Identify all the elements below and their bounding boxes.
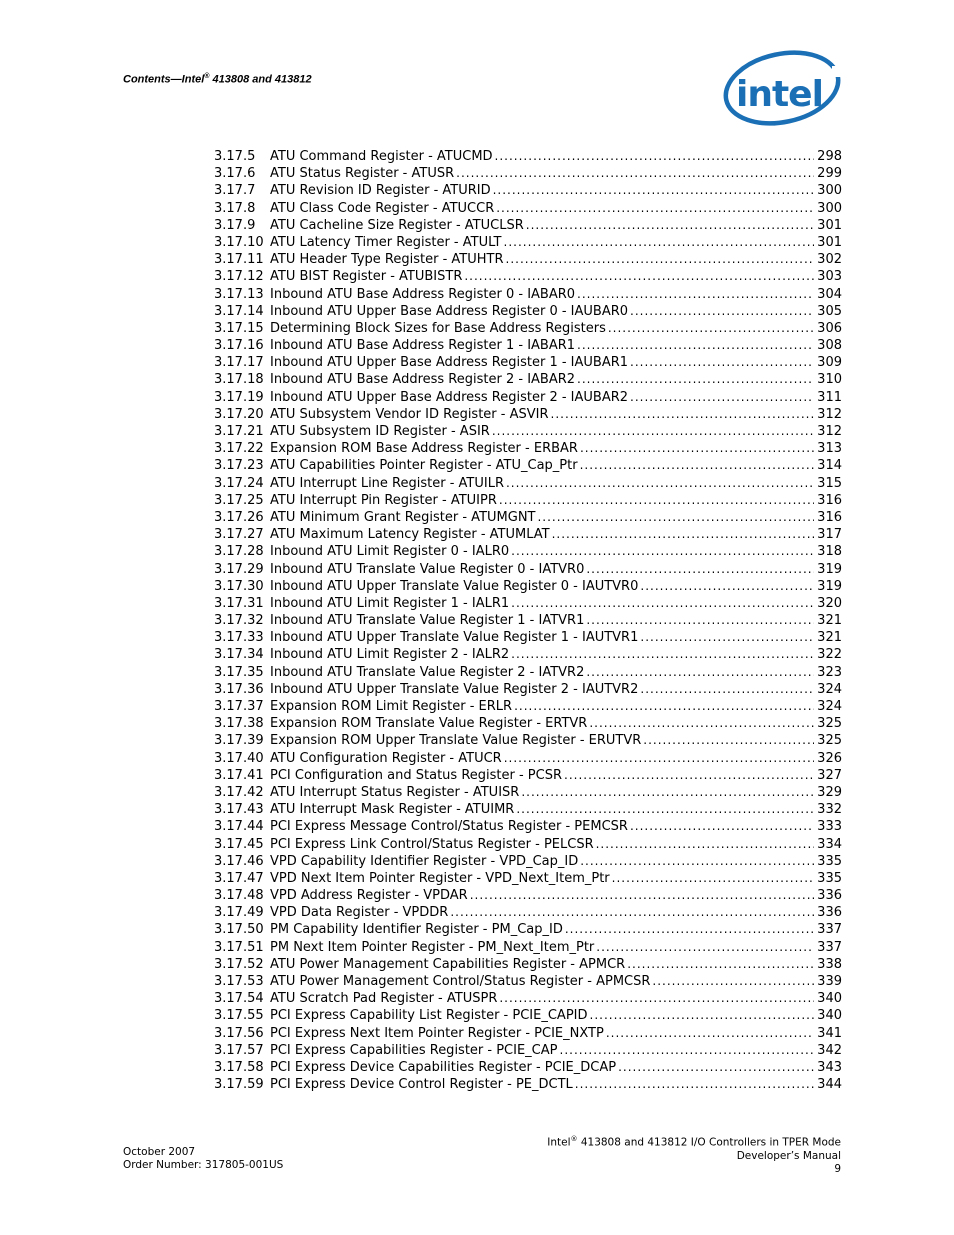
- toc-entry-title: ATU Configuration Register - ATUCR: [270, 750, 502, 766]
- footer-date: October 2007: [123, 1146, 196, 1158]
- toc-entry[interactable]: [214, 1042, 842, 1059]
- toc-entry-number: 3.17.48: [214, 888, 264, 904]
- header-title-suffix: 413808 and 413812: [209, 73, 312, 86]
- toc-entry[interactable]: [214, 371, 842, 388]
- registered-mark: ®: [570, 1135, 578, 1143]
- toc-entry-title: Inbound ATU Base Address Register 2 - IABAR2: [270, 372, 576, 388]
- toc-entry-number: 3.17.9: [214, 217, 256, 233]
- toc-entry-title: PCI Configuration and Status Register - PCSR: [270, 767, 563, 783]
- toc-entry-title: VPD Address Register - VPDAR: [270, 888, 468, 904]
- toc-entry-page: 304: [817, 286, 842, 302]
- toc-entry-title: ATU Power Management Control/Status Register - APMCSR: [270, 974, 651, 989]
- toc-entry-page: 335: [817, 870, 842, 886]
- toc-entry-title: ATU Class Code Register - ATUCCR: [270, 200, 495, 216]
- toc-entry-page: 299: [817, 166, 842, 182]
- toc-entry-title: VPD Data Register - VPDDR: [270, 905, 449, 921]
- toc-entry-page: 335: [817, 853, 842, 869]
- toc-entry-page: 320: [817, 595, 842, 611]
- toc-leader-dots: [640, 629, 814, 646]
- toc-entry-number: 3.17.37: [214, 699, 264, 714]
- toc-entry-page: 332: [817, 802, 842, 818]
- toc-entry[interactable]: [214, 1007, 842, 1024]
- toc-leader-dots: [551, 406, 815, 423]
- toc-entry-number: 3.17.14: [214, 303, 264, 319]
- toc-leader-dots: [492, 423, 814, 440]
- toc-leader-dots: [511, 646, 814, 663]
- toc-leader-dots: [590, 1007, 815, 1024]
- toc-entry[interactable]: [214, 990, 842, 1007]
- toc-leader-dots: [565, 921, 814, 938]
- toc-leader-dots: [552, 526, 815, 543]
- toc-entry-title: Inbound ATU Upper Translate Value Register 0 - IAUTVR0: [270, 578, 639, 594]
- toc-entry-title: PCI Express Message Control/Status Register - PEMCSR: [270, 819, 628, 835]
- toc-entry-title: ATU Interrupt Mask Register - ATUIMR: [270, 802, 515, 818]
- toc-entry-page: 340: [817, 1008, 842, 1024]
- toc-entry-page: 303: [817, 269, 842, 285]
- toc-entry-title: Inbound ATU Upper Base Address Register 2 - IAUBAR2: [270, 389, 629, 405]
- toc-entry-number: 3.17.49: [214, 905, 264, 921]
- toc-entry-number: 3.17.25: [214, 492, 264, 508]
- toc-entry-title: ATU Latency Timer Register - ATULT: [270, 234, 502, 250]
- toc-entry-number: 3.17.58: [214, 1059, 264, 1075]
- toc-entry-title: ATU Header Type Register - ATUHTR: [270, 252, 504, 268]
- toc-entry-page: 301: [817, 217, 842, 233]
- toc-entry[interactable]: [214, 165, 842, 182]
- toc-entry-title: PCI Express Device Capabilities Register - PCIE_DCAP: [270, 1059, 617, 1075]
- toc-entry-page: 316: [817, 492, 842, 508]
- footer-product-suffix: 413808 and 413812 I/O Controllers in TPER Mode: [577, 1136, 841, 1149]
- toc-entry[interactable]: [214, 836, 842, 853]
- toc-leader-dots: [470, 887, 814, 904]
- toc-entry-page: 318: [817, 544, 842, 560]
- toc-entry-number: 3.17.24: [214, 475, 264, 491]
- toc-leader-dots: [511, 543, 814, 560]
- toc-entry-title: Determining Block Sizes for Base Address Registers: [270, 320, 606, 336]
- toc-entry[interactable]: [214, 200, 842, 217]
- toc-leader-dots: [537, 509, 814, 526]
- toc-entry-title: Inbound ATU Base Address Register 1 - IABAR1: [270, 338, 576, 354]
- toc-entry[interactable]: [214, 767, 842, 784]
- toc-entry-number: 3.17.26: [214, 509, 264, 525]
- toc-entry-number: 3.17.39: [214, 733, 264, 749]
- toc-entry-number: 3.17.55: [214, 1008, 264, 1024]
- toc-entry-title: Inbound ATU Upper Translate Value Register 2 - IAUTVR2: [270, 681, 639, 697]
- toc-entry-page: 324: [817, 681, 842, 697]
- toc-entry[interactable]: [214, 629, 842, 646]
- toc-leader-dots: [612, 870, 815, 887]
- toc-entry-page: 344: [817, 1077, 842, 1093]
- toc-entry-number: 3.17.10: [214, 234, 264, 250]
- toc-entry[interactable]: [214, 715, 842, 732]
- toc-entry-number: 3.17.28: [214, 544, 264, 560]
- toc-entry-title: ATU Maximum Latency Register - ATUMLAT: [270, 527, 550, 543]
- toc-entry[interactable]: [214, 681, 842, 698]
- toc-entry-number: 3.17.46: [214, 853, 264, 869]
- toc-entry-title: ATU Subsystem ID Register - ASIR: [270, 424, 490, 439]
- toc-entry-title: ATU Interrupt Line Register - ATUILR: [270, 475, 504, 491]
- toc-entry[interactable]: [214, 475, 842, 492]
- toc-entry-number: 3.17.27: [214, 527, 264, 543]
- toc-entry[interactable]: [214, 973, 842, 990]
- toc-entry-page: 302: [817, 252, 842, 268]
- toc-leader-dots: [586, 561, 814, 578]
- toc-leader-dots: [521, 784, 814, 801]
- toc-entry[interactable]: [214, 818, 842, 835]
- toc-entry[interactable]: [214, 750, 842, 767]
- toc-entry-page: 300: [817, 200, 842, 216]
- toc-entry[interactable]: [214, 664, 842, 681]
- toc-entry-title: PM Next Item Pointer Register - PM_Next_Item_Ptr: [270, 939, 595, 955]
- toc-entry-page: 316: [817, 509, 842, 525]
- toc-entry-page: 321: [817, 613, 842, 629]
- toc-leader-dots: [493, 182, 815, 199]
- toc-leader-dots: [506, 475, 814, 492]
- toc-leader-dots: [504, 750, 814, 767]
- toc-entry-number: 3.17.17: [214, 355, 264, 371]
- toc-entry-page: 340: [817, 991, 842, 1007]
- toc-entry-number: 3.17.6: [214, 166, 256, 182]
- toc-entry[interactable]: [214, 457, 842, 474]
- toc-entry-number: 3.17.33: [214, 630, 264, 646]
- toc-entry-number: 3.17.22: [214, 441, 264, 457]
- toc-entry-title: ATU BIST Register - ATUBISTR: [270, 269, 463, 285]
- toc-entry-title: ATU Scratch Pad Register - ATUSPR: [270, 991, 498, 1007]
- toc-leader-dots: [496, 200, 814, 217]
- toc-entry-number: 3.17.31: [214, 595, 264, 611]
- toc-entry-title: Inbound ATU Base Address Register 0 - IABAR0: [270, 286, 576, 302]
- toc-entry[interactable]: [214, 234, 842, 251]
- footer-product-prefix: Intel: [547, 1136, 571, 1149]
- toc-entry-title: PM Capability Identifier Register - PM_Cap_ID: [270, 922, 563, 938]
- toc-entry-title: ATU Capabilities Pointer Register - ATU_Cap_Ptr: [270, 458, 578, 474]
- toc-entry-number: 3.17.47: [214, 870, 264, 886]
- toc-entry-title: PCI Express Link Control/Status Register - PELCSR: [270, 836, 594, 852]
- toc-entry-number: 3.17.30: [214, 578, 264, 594]
- toc-entry[interactable]: [214, 853, 842, 870]
- footer-manual: Developer’s Manual: [736, 1149, 841, 1162]
- toc-leader-dots: [580, 853, 814, 870]
- toc-entry[interactable]: [214, 612, 842, 629]
- toc-leader-dots: [630, 303, 814, 320]
- toc-entry-page: 306: [817, 320, 842, 336]
- toc-entry[interactable]: [214, 1076, 842, 1093]
- toc-entry[interactable]: [214, 320, 842, 337]
- toc-entry-title: Inbound ATU Limit Register 0 - IALR0: [270, 544, 510, 560]
- toc-entry-page: 313: [817, 441, 842, 457]
- toc-entry-number: 3.17.38: [214, 716, 264, 732]
- toc-entry-page: 333: [817, 819, 842, 835]
- toc-entry-title: Inbound ATU Translate Value Register 2 - IATVR2: [270, 664, 585, 680]
- toc-leader-dots: [608, 320, 814, 337]
- toc-entry-number: 3.17.52: [214, 956, 264, 972]
- toc-entry-title: VPD Capability Identifier Register - VPD_Cap_ID: [270, 853, 579, 869]
- toc-leader-dots: [577, 286, 814, 303]
- toc-entry-page: 336: [817, 905, 842, 921]
- toc-entry[interactable]: [214, 492, 842, 509]
- toc-entry-title: ATU Interrupt Status Register - ATUISR: [270, 784, 520, 800]
- toc-entry[interactable]: [214, 337, 842, 354]
- toc-entry[interactable]: [214, 801, 842, 818]
- toc-entry-title: Expansion ROM Upper Translate Value Register - ERUTVR: [270, 733, 642, 749]
- toc-entry-page: 314: [817, 458, 842, 474]
- toc-entry-number: 3.17.41: [214, 767, 264, 783]
- toc-entry[interactable]: [214, 1025, 842, 1042]
- toc-entry-page: 305: [817, 303, 842, 319]
- toc-entry-title: ATU Interrupt Pin Register - ATUIPR: [270, 492, 497, 508]
- toc-entry-number: 3.17.5: [214, 149, 256, 164]
- toc-entry[interactable]: [214, 509, 842, 526]
- toc-leader-dots: [586, 612, 814, 629]
- toc-entry[interactable]: [214, 921, 842, 938]
- toc-entry-page: 325: [817, 716, 842, 732]
- toc-leader-dots: [499, 492, 814, 509]
- toc-entry-page: 322: [817, 647, 842, 663]
- toc-entry-page: 323: [817, 664, 842, 680]
- toc-entry-page: 337: [817, 922, 842, 938]
- toc-entry-title: ATU Subsystem Vendor ID Register - ASVIR: [270, 406, 549, 422]
- toc-leader-dots: [586, 664, 814, 681]
- toc-entry[interactable]: [214, 887, 842, 904]
- toc-leader-dots: [511, 595, 814, 612]
- toc-entry[interactable]: [214, 251, 842, 268]
- toc-leader-dots: [504, 234, 815, 251]
- toc-entry[interactable]: [214, 595, 842, 612]
- toc-entry-number: 3.17.54: [214, 991, 264, 1007]
- toc-leader-dots: [577, 371, 814, 388]
- toc-entry-title: ATU Cacheline Size Register - ATUCLSR: [270, 217, 524, 233]
- toc-entry[interactable]: [214, 870, 842, 887]
- toc-entry-page: 334: [817, 836, 842, 852]
- toc-entry[interactable]: [214, 784, 842, 801]
- toc-entry-page: 343: [817, 1059, 842, 1075]
- toc-entry-page: 310: [817, 372, 842, 388]
- toc-entry[interactable]: [214, 904, 842, 921]
- toc-entry[interactable]: [214, 543, 842, 560]
- toc-entry-title: Inbound ATU Limit Register 1 - IALR1: [270, 595, 510, 611]
- toc-entry-title: Expansion ROM Limit Register - ERLR: [270, 699, 513, 714]
- intel-logo-text: intel: [736, 74, 823, 115]
- toc-leader-dots: [630, 818, 814, 835]
- toc-entry-number: 3.17.23: [214, 458, 264, 474]
- toc-entry-page: 311: [817, 389, 842, 405]
- toc-entry-title: PCI Express Device Control Register - PE_DCTL: [270, 1077, 573, 1093]
- footer-left: [123, 1146, 283, 1172]
- footer-right: [547, 1133, 841, 1176]
- toc-entry-title: ATU Status Register - ATUSR: [270, 166, 455, 182]
- toc-entry-page: 298: [817, 149, 842, 164]
- toc-entry-title: ATU Revision ID Register - ATURID: [270, 183, 491, 199]
- toc-entry-title: Inbound ATU Upper Base Address Register 1 - IAUBAR1: [270, 355, 629, 371]
- toc-entry[interactable]: [214, 578, 842, 595]
- toc-entry-number: 3.17.20: [214, 406, 264, 422]
- toc-entry-page: 300: [817, 183, 842, 199]
- footer-order-number: Order Number: 317805-001US: [123, 1159, 284, 1171]
- toc-leader-dots: [499, 990, 814, 1007]
- toc-entry-number: 3.17.21: [214, 424, 264, 439]
- toc-entry-number: 3.17.57: [214, 1042, 264, 1058]
- toc-entry[interactable]: [214, 406, 842, 423]
- toc-entry[interactable]: [214, 646, 842, 663]
- toc-entry-number: 3.17.11: [214, 252, 264, 268]
- toc-entry[interactable]: [214, 217, 842, 234]
- toc-entry-number: 3.17.53: [214, 974, 264, 989]
- footer-product: [547, 1133, 841, 1150]
- toc-entry-page: 336: [817, 888, 842, 904]
- toc-entry-page: 309: [817, 355, 842, 371]
- toc-leader-dots: [516, 801, 814, 818]
- toc-leader-dots: [580, 457, 815, 474]
- toc-entry[interactable]: [214, 939, 842, 956]
- toc-entry-number: 3.17.8: [214, 200, 256, 216]
- toc-entry-number: 3.17.45: [214, 836, 264, 852]
- toc-entry-number: 3.17.35: [214, 664, 264, 680]
- toc-entry[interactable]: [214, 268, 842, 285]
- toc-entry-number: 3.17.51: [214, 939, 264, 955]
- toc-leader-dots: [526, 217, 814, 234]
- toc-entry-number: 3.17.32: [214, 613, 264, 629]
- toc-entry-number: 3.17.13: [214, 286, 264, 302]
- toc-entry-number: 3.17.50: [214, 922, 264, 938]
- toc-entry-page: 301: [817, 234, 842, 250]
- toc-entry-title: Inbound ATU Translate Value Register 1 - IATVR1: [270, 613, 585, 629]
- toc-leader-dots: [575, 1076, 814, 1093]
- toc-entry-title: ATU Command Register - ATUCMD: [270, 149, 493, 164]
- toc-leader-dots: [630, 354, 814, 371]
- toc-entry-title: ATU Power Management Capabilities Register - APMCR: [270, 956, 626, 972]
- header-title-prefix: Contents—Intel: [123, 73, 205, 86]
- toc-leader-dots: [456, 165, 814, 182]
- toc-entry[interactable]: [214, 182, 842, 199]
- toc-entry-title: PCI Express Next Item Pointer Register - PCIE_NXTP: [270, 1025, 604, 1041]
- toc-entry-title: PCI Express Capabilities Register - PCIE_CAP: [270, 1042, 558, 1058]
- toc-entry-title: Inbound ATU Upper Translate Value Register 1 - IAUTVR1: [270, 630, 639, 646]
- toc-entry-number: 3.17.36: [214, 681, 264, 697]
- toc-entry[interactable]: [214, 389, 842, 406]
- toc-entry[interactable]: [214, 956, 842, 973]
- toc-leader-dots: [560, 1042, 815, 1059]
- toc-entry-number: 3.17.44: [214, 819, 264, 835]
- toc-entry-page: 319: [817, 561, 842, 577]
- toc-entry-page: 341: [817, 1025, 842, 1041]
- toc-leader-dots: [580, 440, 814, 457]
- toc-entry-number: 3.17.43: [214, 802, 264, 818]
- toc-entry-page: 337: [817, 939, 842, 955]
- toc-entry-title: Inbound ATU Translate Value Register 0 - IATVR0: [270, 561, 585, 577]
- toc-entry[interactable]: [214, 440, 842, 457]
- toc-leader-dots: [514, 698, 814, 715]
- toc-leader-dots: [564, 767, 814, 784]
- toc-entry[interactable]: [214, 354, 842, 371]
- toc-leader-dots: [618, 1059, 814, 1076]
- toc-entry[interactable]: [214, 1059, 842, 1076]
- toc-entry-page: 308: [817, 338, 842, 354]
- toc-entry-title: Expansion ROM Base Address Register - ERBAR: [270, 441, 578, 457]
- toc-leader-dots: [630, 389, 814, 406]
- toc-entry-title: ATU Minimum Grant Register - ATUMGNT: [270, 509, 536, 525]
- toc-entry-number: 3.17.16: [214, 338, 264, 354]
- intel-logo: [722, 48, 844, 128]
- toc-leader-dots: [577, 337, 814, 354]
- toc-leader-dots: [627, 956, 814, 973]
- toc-entry-number: 3.17.59: [214, 1077, 264, 1093]
- toc-entry-page: 317: [817, 527, 842, 543]
- toc-entry-page: 319: [817, 578, 842, 594]
- toc-entry-title: VPD Next Item Pointer Register - VPD_Next_Item_Ptr: [270, 870, 610, 886]
- page-header-title: [123, 73, 312, 86]
- toc-leader-dots: [643, 732, 814, 749]
- toc-entry-number: 3.17.19: [214, 389, 264, 405]
- toc-entry-page: 329: [817, 784, 842, 800]
- toc-leader-dots: [506, 251, 815, 268]
- toc-leader-dots: [596, 939, 814, 956]
- table-of-contents: [214, 148, 842, 1093]
- toc-entry-number: 3.17.56: [214, 1025, 264, 1041]
- toc-entry[interactable]: [214, 148, 842, 165]
- toc-entry-number: 3.17.29: [214, 561, 264, 577]
- toc-leader-dots: [450, 904, 814, 921]
- toc-leader-dots: [589, 715, 814, 732]
- toc-entry-page: 342: [817, 1042, 842, 1058]
- footer-page-number: 9: [834, 1162, 841, 1175]
- toc-entry-number: 3.17.40: [214, 750, 264, 766]
- toc-entry[interactable]: [214, 698, 842, 715]
- toc-entry-number: 3.17.15: [214, 320, 264, 336]
- toc-leader-dots: [596, 836, 815, 853]
- toc-entry-title: Inbound ATU Upper Base Address Register 0 - IAUBAR0: [270, 303, 629, 319]
- toc-entry-title: PCI Express Capability List Register - PCIE_CAPID: [270, 1008, 588, 1024]
- registered-mark: ®: [204, 73, 210, 80]
- toc-leader-dots: [640, 681, 814, 698]
- toc-entry-page: 315: [817, 475, 842, 491]
- toc-leader-dots: [495, 148, 815, 165]
- toc-entry-number: 3.17.7: [214, 183, 256, 199]
- toc-leader-dots: [652, 973, 814, 990]
- toc-entry-page: 327: [817, 767, 842, 783]
- toc-entry[interactable]: [214, 732, 842, 749]
- toc-entry-number: 3.17.42: [214, 784, 264, 800]
- toc-entry-page: 312: [817, 424, 842, 439]
- toc-entry[interactable]: [214, 561, 842, 578]
- toc-entry-page: 325: [817, 733, 842, 749]
- toc-entry-page: 326: [817, 750, 842, 766]
- toc-entry-page: 339: [817, 974, 842, 989]
- toc-entry-title: Inbound ATU Limit Register 2 - IALR2: [270, 647, 510, 663]
- toc-leader-dots: [640, 578, 814, 595]
- toc-entry-page: 321: [817, 630, 842, 646]
- toc-entry[interactable]: [214, 423, 842, 440]
- toc-entry[interactable]: [214, 286, 842, 303]
- toc-entry[interactable]: [214, 526, 842, 543]
- toc-entry-page: 338: [817, 956, 842, 972]
- toc-entry-page: 324: [817, 699, 842, 714]
- toc-entry-page: 312: [817, 406, 842, 422]
- toc-entry-number: 3.17.18: [214, 372, 264, 388]
- toc-entry-number: 3.17.12: [214, 269, 264, 285]
- toc-entry-title: Expansion ROM Translate Value Register - ERTVR: [270, 716, 588, 732]
- toc-entry-number: 3.17.34: [214, 647, 264, 663]
- toc-leader-dots: [606, 1025, 814, 1042]
- toc-entry[interactable]: [214, 303, 842, 320]
- toc-leader-dots: [464, 268, 814, 285]
